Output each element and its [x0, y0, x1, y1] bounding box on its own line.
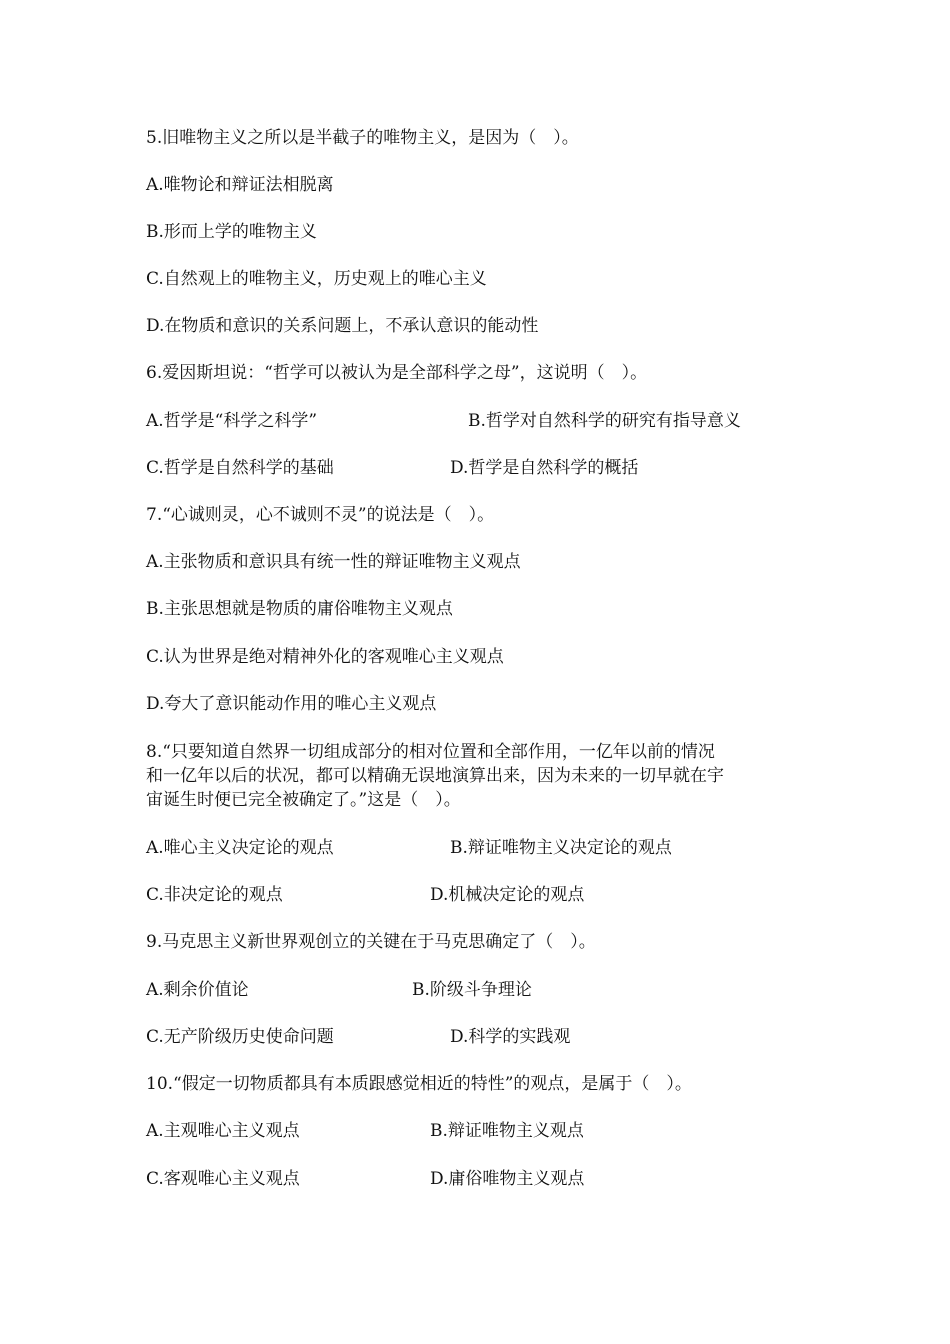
question-8-option-b: B.辩证唯物主义决定论的观点 [450, 838, 672, 858]
question-7-stem: 7.“心诚则灵，心不诚则不灵”的说法是（ ）。 [146, 505, 495, 525]
question-6-option-a: A.哲学是“科学之科学” [146, 411, 318, 431]
question-7-option-c: C.认为世界是绝对精神外化的客观唯心主义观点 [146, 647, 504, 667]
question-8-option-a: A.唯心主义决定论的观点 [146, 838, 334, 858]
question-5-option-c: C.自然观上的唯物主义，历史观上的唯心主义 [146, 269, 487, 289]
question-6-option-d: D.哲学是自然科学的概括 [450, 458, 639, 478]
question-10-option-a: A.主观唯心主义观点 [146, 1121, 300, 1141]
question-8-option-d: D.机械决定论的观点 [430, 885, 585, 905]
question-7-option-a: A.主张物质和意识具有统一性的辩证唯物主义观点 [146, 552, 521, 572]
question-6-option-b: B.哲学对自然科学的研究有指导意义 [468, 411, 741, 431]
question-10-stem: 10.“假定一切物质都具有本质跟感觉相近的特性”的观点，是属于（ ）。 [146, 1074, 692, 1094]
question-8-option-c: C.非决定论的观点 [146, 885, 283, 905]
question-7-option-d: D.夸大了意识能动作用的唯心主义观点 [146, 694, 437, 714]
question-6-option-c: C.哲学是自然科学的基础 [146, 458, 334, 478]
question-5-option-b: B.形而上学的唯物主义 [146, 222, 317, 242]
question-8-stem-line-3: 宙诞生时便已完全被确定了。”这是（ ）。 [146, 790, 461, 810]
question-9-stem: 9.马克思主义新世界观创立的关键在于马克思确定了（ ）。 [146, 932, 596, 952]
question-10-option-b: B.辩证唯物主义观点 [430, 1121, 584, 1141]
question-9-option-d: D.科学的实践观 [450, 1027, 571, 1047]
question-9-option-c: C.无产阶级历史使命问题 [146, 1027, 334, 1047]
question-5-option-d: D.在物质和意识的关系问题上，不承认意识的能动性 [146, 316, 539, 336]
question-10-option-d: D.庸俗唯物主义观点 [430, 1169, 585, 1189]
question-6-stem: 6.爱因斯坦说：“哲学可以被认为是全部科学之母”，这说明（ ）。 [146, 363, 648, 383]
question-5-option-a: A.唯物论和辩证法相脱离 [146, 175, 334, 195]
question-8-stem-line-2: 和一亿年以后的状况，都可以精确无误地演算出来，因为未来的一切早就在宇 [146, 766, 724, 786]
question-9-option-b: B.阶级斗争理论 [412, 980, 532, 1000]
question-9-option-a: A.剩余价值论 [146, 980, 249, 1000]
question-5-stem: 5.旧唯物主义之所以是半截子的唯物主义，是因为（ ）。 [146, 128, 579, 148]
question-7-option-b: B.主张思想就是物质的庸俗唯物主义观点 [146, 599, 453, 619]
question-10-option-c: C.客观唯心主义观点 [146, 1169, 300, 1189]
question-8-stem-line-1: 8.“只要知道自然界一切组成部分的相对位置和全部作用，一亿年以前的情况 [146, 742, 715, 762]
